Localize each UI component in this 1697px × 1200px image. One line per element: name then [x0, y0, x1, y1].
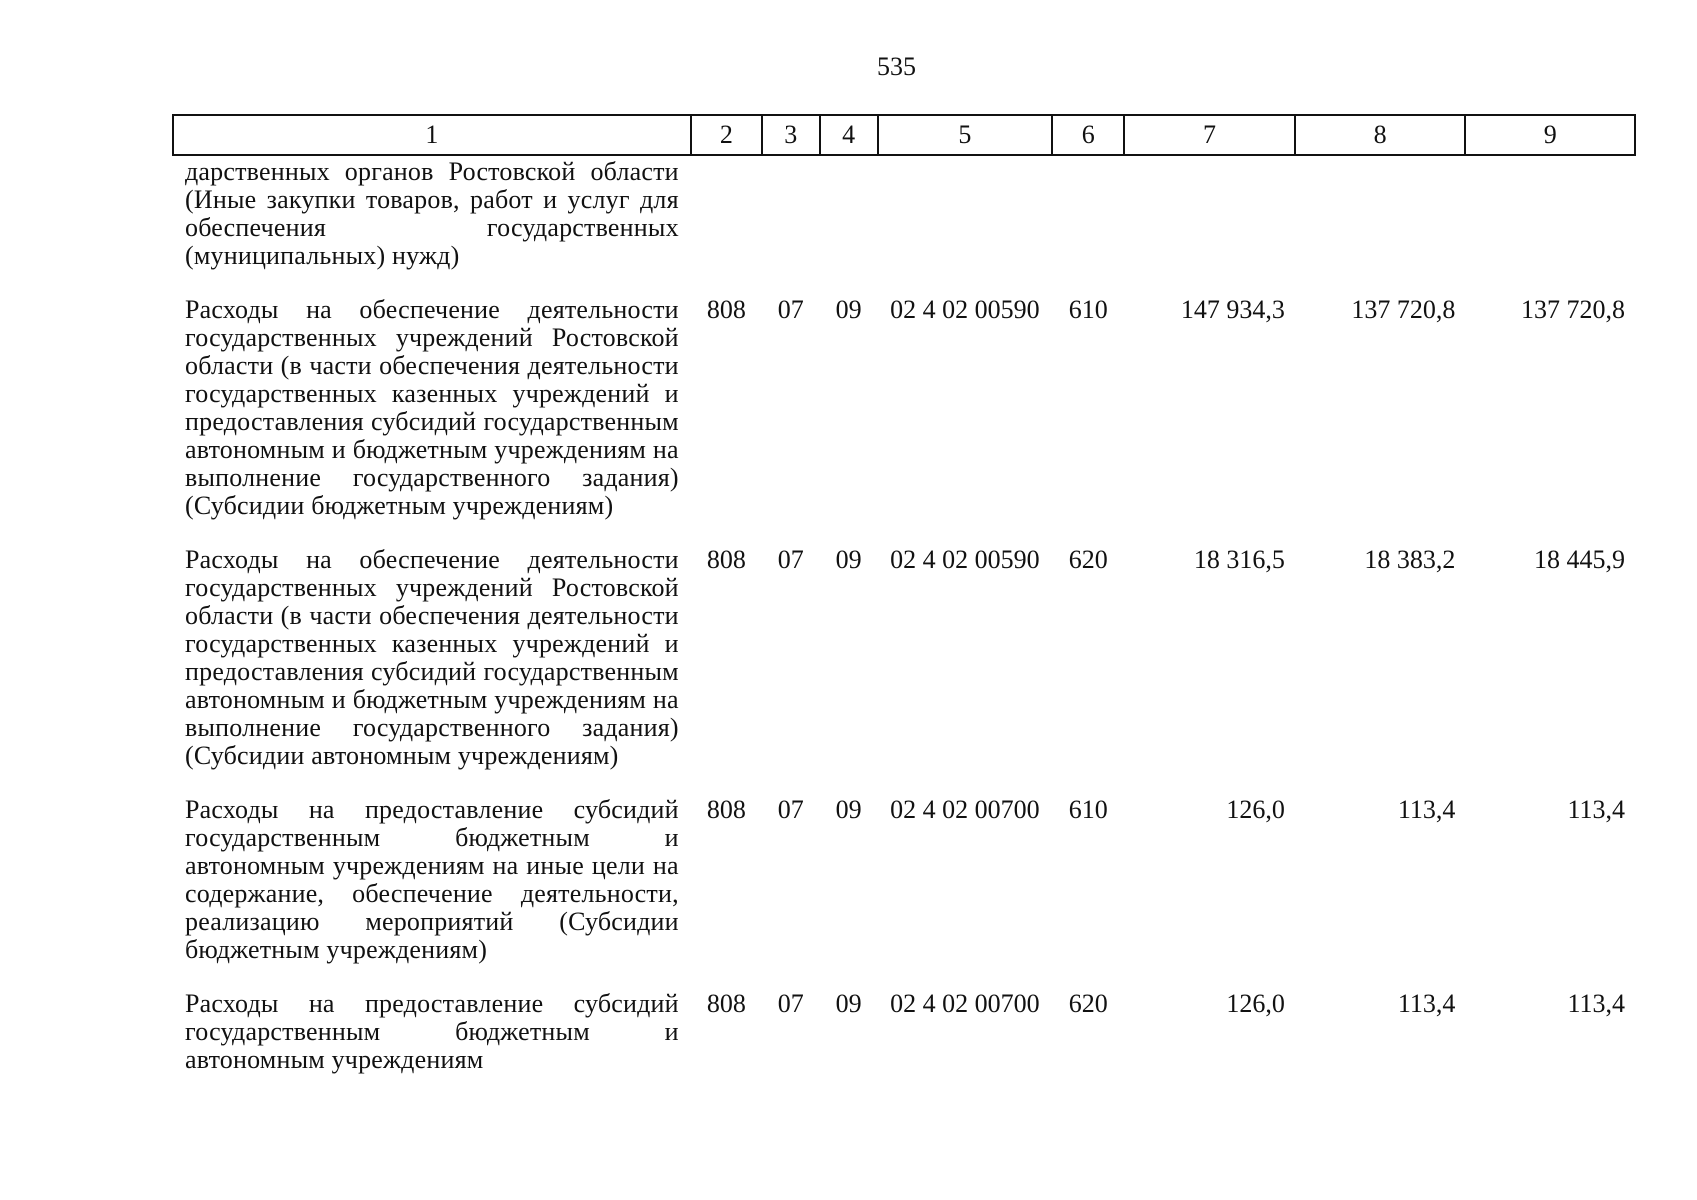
- row-amount-col7: [1124, 155, 1295, 280]
- row-target-article: 02 4 02 00590: [890, 295, 1040, 324]
- table-header: [173, 115, 1635, 155]
- row-subsection: 09: [835, 989, 862, 1018]
- row-ministry-code: 808: [706, 545, 746, 574]
- row-ministry-code: 808: [706, 795, 746, 824]
- row-amount-col7: 147 934,3: [1180, 295, 1285, 324]
- row-description: Расходы на обеспечение деятельности государственных учреждений Ростовской области (в части обеспечения деятельности государственных казенных учреждений и предоставления субсидий государственным автономным и бюджетным учреждениям на выполнение государственного задания) (Субсидии бюджетным учреждениям): [185, 295, 679, 520]
- row-amount-col8: [1295, 155, 1466, 280]
- column-header-2: 2: [691, 115, 762, 155]
- row-ministry-code: 808: [706, 989, 746, 1018]
- table-row: [173, 974, 1635, 1084]
- row-section: 07: [777, 295, 804, 324]
- row-subsection: [820, 155, 878, 280]
- table-row: [173, 155, 1635, 280]
- row-expense-type: [1052, 155, 1124, 280]
- row-description: дарственных органов Ростовской области (Иные закупки товаров, работ и услуг для обеспечения государственных (муниципальных) нужд): [185, 157, 679, 270]
- row-section: 07: [777, 795, 804, 824]
- row-amount-col7: 126,0: [1226, 795, 1285, 824]
- table-body: [173, 155, 1635, 1084]
- row-ministry-code: 808: [706, 295, 746, 324]
- row-ministry-code: [691, 155, 762, 280]
- row-section: 07: [777, 989, 804, 1018]
- row-amount-col9: 137 720,8: [1521, 295, 1625, 324]
- row-description: Расходы на предоставление субсидий государственным бюджетным и автономным учреждениям на иные цели на содержание, обеспечение деятельности, реализацию мероприятий (Субсидии бюджетным учреждениям): [185, 795, 679, 964]
- row-target-article: 02 4 02 00590: [890, 545, 1040, 574]
- page-number: 535: [877, 52, 916, 81]
- row-description: Расходы на предоставление субсидий государственным бюджетным и автономным учреждениям: [185, 989, 679, 1074]
- header-row: [173, 115, 1635, 155]
- row-target-article: 02 4 02 00700: [890, 989, 1040, 1018]
- row-amount-col9: [1465, 155, 1635, 280]
- column-header-5: 5: [878, 115, 1053, 155]
- row-expense-type: 610: [1068, 295, 1108, 324]
- row-subsection: 09: [835, 795, 862, 824]
- column-header-7: 7: [1124, 115, 1295, 155]
- row-amount-col9: 113,4: [1567, 989, 1625, 1018]
- row-description: Расходы на обеспечение деятельности государственных учреждений Ростовской области (в части обеспечения деятельности государственных казенных учреждений и предоставления субсидий государственным автономным и бюджетным учреждениям на выполнение государственного задания) (Субсидии автономным учреждениям): [185, 545, 679, 770]
- row-expense-type: 610: [1068, 795, 1108, 824]
- row-target-article: [878, 155, 1053, 280]
- column-header-4: 4: [820, 115, 878, 155]
- row-amount-col8: 113,4: [1397, 795, 1456, 824]
- row-amount-col8: 137 720,8: [1351, 295, 1456, 324]
- row-expense-type: 620: [1068, 989, 1108, 1018]
- row-amount-col9: 113,4: [1567, 795, 1625, 824]
- column-header-6: 6: [1052, 115, 1124, 155]
- row-amount-col9: 18 445,9: [1534, 545, 1625, 574]
- row-amount-col7: 18 316,5: [1193, 545, 1285, 574]
- row-subsection: 09: [835, 545, 862, 574]
- row-expense-type: 620: [1068, 545, 1108, 574]
- table-row: [173, 530, 1635, 780]
- table-row: [173, 280, 1635, 530]
- row-amount-col8: 113,4: [1397, 989, 1456, 1018]
- row-target-article: 02 4 02 00700: [890, 795, 1040, 824]
- table-row: [173, 780, 1635, 974]
- column-header-8: 8: [1295, 115, 1466, 155]
- row-subsection: 09: [835, 295, 862, 324]
- row-amount-col7: 126,0: [1226, 989, 1285, 1018]
- column-header-9: 9: [1465, 115, 1635, 155]
- budget-table: [172, 114, 1636, 1084]
- column-header-1: 1: [173, 115, 691, 155]
- row-section: 07: [777, 545, 804, 574]
- row-section: [762, 155, 820, 280]
- column-header-3: 3: [762, 115, 820, 155]
- row-amount-col8: 18 383,2: [1364, 545, 1456, 574]
